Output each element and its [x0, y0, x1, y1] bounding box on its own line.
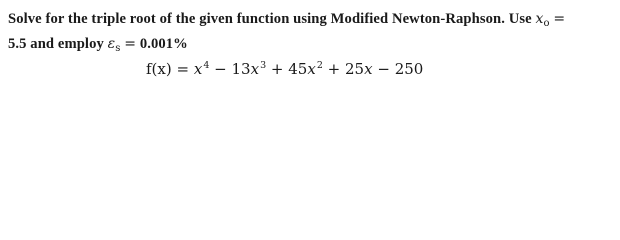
term-3: $45x^2$: [288, 60, 323, 78]
tolerance-equals: =: [124, 36, 137, 52]
function-equation: [146, 60, 423, 78]
document-page: [0, 0, 620, 108]
term-4-operator: +: [327, 60, 341, 78]
and-employ-text: and employ: [30, 36, 104, 52]
constant-term: 250: [394, 60, 424, 78]
problem-line-2: [8, 34, 612, 59]
tolerance-value: 0.001%: [139, 36, 188, 52]
term-3-operator: +: [270, 60, 284, 78]
initial-guess-symbol: $x_o$: [535, 11, 550, 29]
initial-guess-value: 5.5: [8, 36, 27, 52]
function-lhs: f(x): [146, 60, 172, 78]
problem-sentence: Solve for the triple root of the given function using Modified Newton-Raphson. Use: [8, 11, 532, 27]
problem-line-1: [8, 9, 612, 34]
tolerance-symbol: $\varepsilon_s$: [107, 36, 121, 54]
term-1: $x^4$: [193, 60, 210, 78]
constant-operator: −: [377, 60, 390, 78]
term-2: $13x^3$: [231, 60, 267, 78]
initial-guess-equals: =: [553, 11, 566, 27]
equation-equals: =: [176, 60, 190, 78]
term-4: 25x: [345, 60, 373, 78]
term-2-operator: −: [214, 60, 227, 78]
problem-statement: [8, 9, 612, 59]
